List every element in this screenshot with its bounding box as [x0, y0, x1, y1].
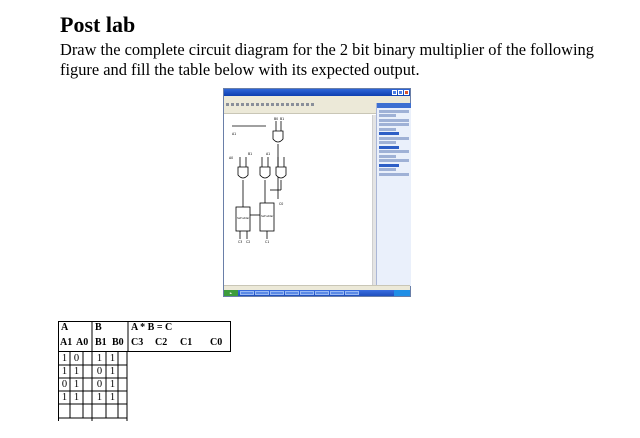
label-b0: B0 [274, 117, 279, 121]
header-a: A [61, 322, 69, 333]
close-icon [404, 90, 409, 95]
start-button[interactable]: ► [224, 290, 238, 296]
table-cell: 1 [73, 366, 80, 377]
panel-header [377, 103, 411, 108]
header-a1: A1 [60, 337, 73, 348]
table-cell: 1 [96, 353, 103, 364]
label-c2: C2 [246, 240, 251, 244]
system-tray [394, 290, 410, 296]
label-c0: C0 [279, 202, 284, 206]
table-cell: 0 [61, 379, 68, 390]
table-cell: 1 [61, 366, 68, 377]
truth-table [58, 321, 232, 421]
header-result: A * B = C [131, 322, 173, 333]
table-cell: 1 [73, 392, 80, 403]
circuit-canvas [226, 115, 372, 285]
taskbar-item[interactable] [315, 291, 329, 295]
header-c1: C1 [180, 337, 193, 348]
label-half-adder-2: half adder [261, 215, 274, 218]
header-b1: B1 [95, 337, 107, 348]
label-b1-lower: B1 [248, 152, 253, 156]
table-cell: 1 [109, 353, 116, 364]
table-cell: 1 [96, 392, 103, 403]
table-cell: 1 [61, 353, 68, 364]
embedded-screenshot [223, 88, 411, 297]
table-cell: 1 [109, 392, 116, 403]
taskbar-item[interactable] [345, 291, 359, 295]
table-cell: 0 [73, 353, 80, 364]
table-cell: 1 [73, 379, 80, 390]
table-cell: 0 [96, 379, 103, 390]
label-a1-lower: A1 [266, 152, 271, 156]
side-panel [376, 103, 411, 286]
taskbar [224, 290, 410, 296]
taskbar-item[interactable] [300, 291, 314, 295]
taskbar-item[interactable] [270, 291, 284, 295]
circuit-diagram [226, 115, 372, 285]
taskbar-item[interactable] [255, 291, 269, 295]
label-a1: A1 [232, 132, 237, 136]
label-half-adder-1: half adder [237, 217, 250, 220]
table-cell: 0 [96, 366, 103, 377]
label-c1: C1 [265, 240, 270, 244]
label-a0: A0 [229, 156, 234, 160]
taskbar-item[interactable] [285, 291, 299, 295]
table-grid [58, 321, 232, 421]
maximize-icon [398, 90, 403, 95]
page-title: Post lab [60, 12, 136, 37]
header-b: B [95, 322, 102, 333]
header-c0: C0 [210, 337, 223, 348]
header-c3: C3 [131, 337, 144, 348]
taskbar-item[interactable] [330, 291, 344, 295]
header-c2: C2 [155, 337, 168, 348]
table-cell: 1 [109, 379, 116, 390]
taskbar-item[interactable] [240, 291, 254, 295]
header-a0: A0 [76, 337, 89, 348]
minimize-icon [392, 90, 397, 95]
table-cell: 1 [109, 366, 116, 377]
label-b1: B1 [280, 117, 285, 121]
window-controls [392, 90, 409, 95]
instruction-text: Draw the complete circuit diagram for the 2 bit binary multiplier of the following figure and fill the table below with its expected output. [60, 40, 594, 79]
window-titlebar [224, 89, 410, 96]
header-b0: B0 [112, 337, 124, 348]
label-c3: C3 [238, 240, 243, 244]
table-cell: 1 [61, 392, 68, 403]
